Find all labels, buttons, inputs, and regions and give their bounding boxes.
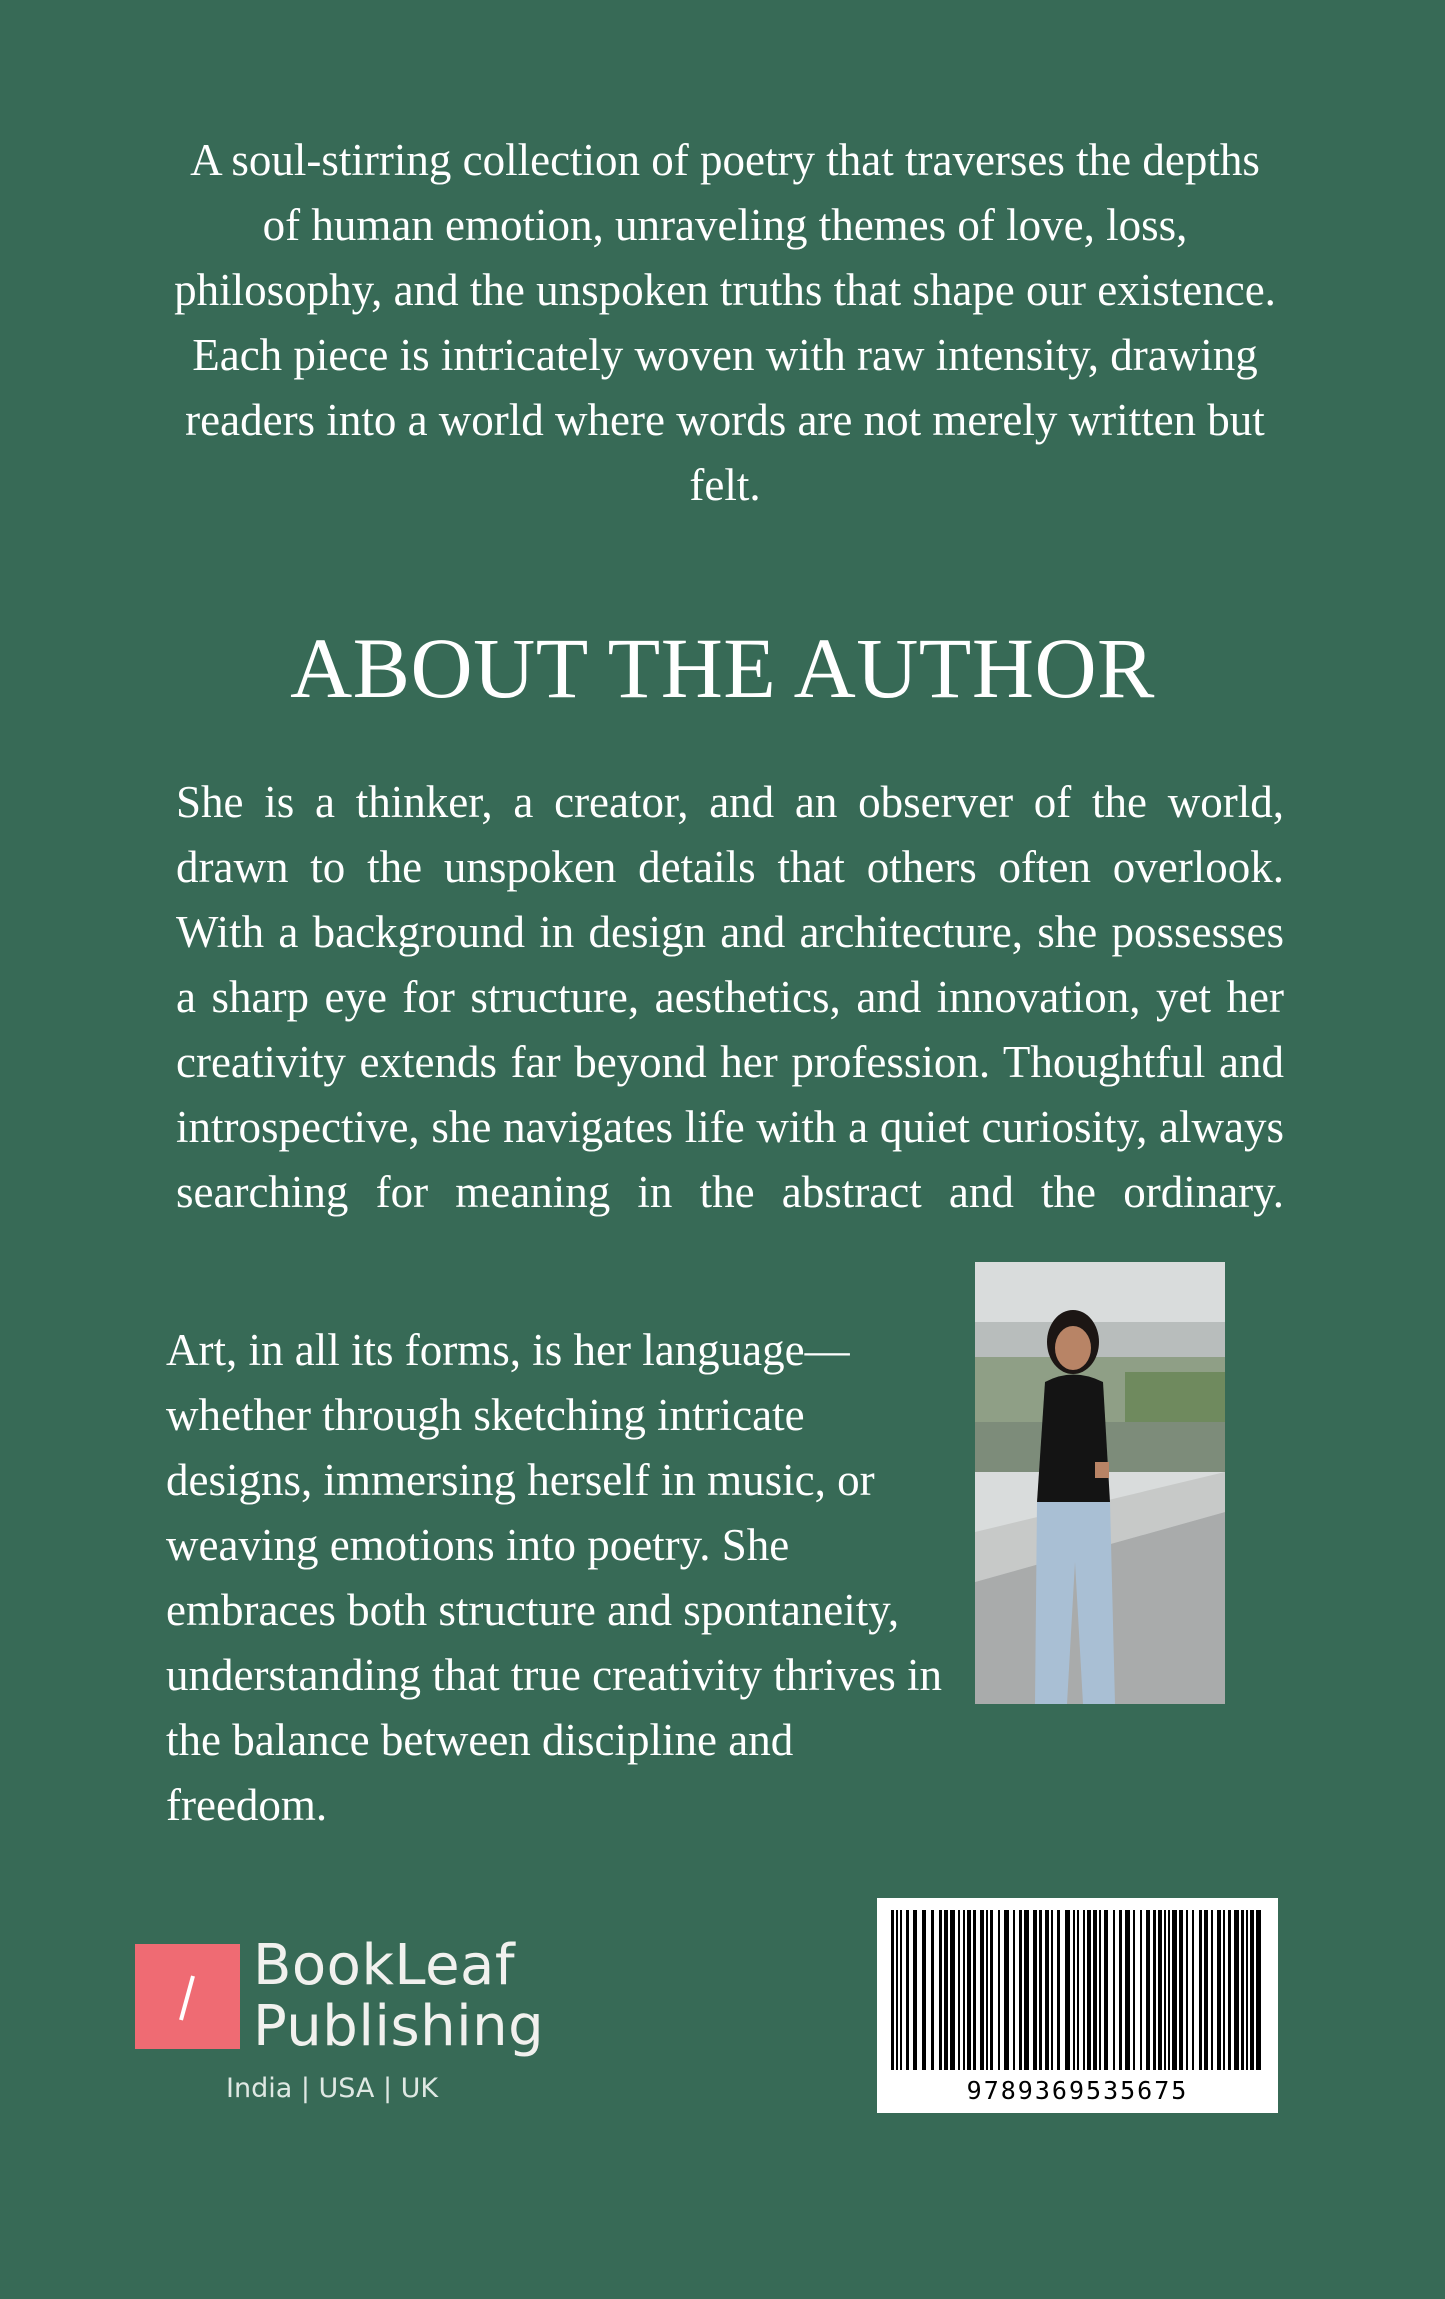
barcode-bar — [980, 1910, 984, 2070]
barcode-bar — [1172, 1910, 1177, 2070]
barcode-bar — [973, 1910, 976, 2070]
barcode-bar — [1179, 1910, 1183, 2070]
barcode-bar — [1153, 1910, 1156, 2070]
barcode-bar — [1234, 1910, 1239, 2070]
barcode-bar — [958, 1910, 960, 2070]
barcode-bar — [891, 1910, 894, 2070]
isbn-number: 9789369535675 — [966, 2076, 1189, 2105]
barcode-bar — [896, 1910, 898, 2070]
barcode-bar — [1164, 1910, 1166, 2070]
barcode-bar — [1051, 1910, 1053, 2070]
barcode-bar — [986, 1910, 988, 2070]
barcode-bar — [1146, 1910, 1150, 2070]
barcode-bar — [1039, 1910, 1042, 2070]
barcode-bar — [931, 1910, 934, 2070]
barcode-bar — [1057, 1910, 1060, 2070]
barcode-bar — [1004, 1910, 1009, 2070]
publisher-logo-mark — [135, 1944, 240, 2049]
barcode-bar — [1217, 1910, 1221, 2070]
barcode-bar — [1228, 1910, 1231, 2070]
barcode-bar — [1077, 1910, 1079, 2070]
barcode-bar — [1140, 1910, 1142, 2070]
barcode-bar — [1199, 1910, 1202, 2070]
back-cover-blurb: A soul-stirring collection of poetry that traverses the depths of human emotion, unraveling themes of love, loss, philosophy, and the unspoken truths that shape our existence. Each piece is intricately woven with raw intensity, drawing readers into a world where words are not merely written but felt. — [174, 135, 1276, 510]
barcode-bar — [1246, 1910, 1248, 2070]
barcode-bar — [913, 1910, 917, 2070]
barcode-bar — [1013, 1910, 1015, 2070]
author-bio-paragraph-1: She is a thinker, a creator, and an observer of the world, drawn to the unspoken details that others often overlook. With a background in design and architecture, she possesses a sharp eye for structure, aesthetics, and innovation, yet her creativity extends far beyond her profession. Thoughtful and introspective, she navigates life with a quiet curiosity, always searching for meaning in the abstract and the ordinary. — [176, 777, 1284, 1217]
publisher-name-line1: BookLeaf — [253, 1933, 516, 1998]
barcode-bar — [998, 1910, 1000, 2070]
barcode-bar — [1133, 1910, 1135, 2070]
barcode-bar — [1256, 1910, 1261, 2070]
barcode-bar — [906, 1910, 909, 2070]
barcode-bar — [1241, 1910, 1244, 2070]
barcode-bar — [1223, 1910, 1225, 2070]
barcode-bar — [1073, 1910, 1075, 2070]
barcode-bar — [1250, 1910, 1254, 2070]
isbn-barcode — [877, 1898, 1278, 2113]
barcode-bar — [1119, 1910, 1122, 2070]
barcode-bar — [1045, 1910, 1049, 2070]
barcode-bar — [1204, 1910, 1208, 2070]
barcode-bar — [967, 1910, 971, 2070]
author-bio-paragraph-2: Art, in all its forms, is her language—whether through sketching intricate designs, immersing herself in music, or weaving emotions into poetry. She embraces both structure and spontaneity, understanding that true creativity thrives in the balance between discipline and freedom. — [166, 1325, 943, 1830]
about-author-heading: ABOUT THE AUTHOR — [290, 620, 1155, 716]
barcode-bar — [1113, 1910, 1115, 2070]
barcode-bar — [1033, 1910, 1037, 2070]
barcode-bar — [939, 1910, 942, 2070]
barcode-bar — [950, 1910, 955, 2070]
barcode-bar — [1065, 1910, 1070, 2070]
barcode-bar — [1019, 1910, 1022, 2070]
barcode-bar — [1093, 1910, 1097, 2070]
barcode-bar — [1192, 1910, 1194, 2070]
barcode-bar — [1104, 1910, 1108, 2070]
barcode-bar — [990, 1910, 993, 2070]
barcode-bar — [1125, 1910, 1130, 2070]
barcode-bar — [963, 1910, 965, 2070]
barcode-bar — [1083, 1910, 1085, 2070]
barcode-bar — [922, 1910, 926, 2070]
barcode-bar — [1087, 1910, 1091, 2070]
barcode-bar — [900, 1910, 902, 2070]
barcode-bar — [1158, 1910, 1162, 2070]
barcode-bar — [944, 1910, 948, 2070]
author-photo — [975, 1262, 1225, 1704]
barcode-bar — [1168, 1910, 1170, 2070]
barcode-bars — [877, 1898, 1278, 2078]
publisher-locations: India | USA | UK — [226, 2073, 439, 2104]
barcode-bar — [1024, 1910, 1029, 2070]
barcode-bar — [1186, 1910, 1188, 2070]
publisher-name-line2: Publishing — [253, 1994, 545, 2059]
barcode-bar — [1099, 1910, 1101, 2070]
barcode-bar — [1211, 1910, 1213, 2070]
